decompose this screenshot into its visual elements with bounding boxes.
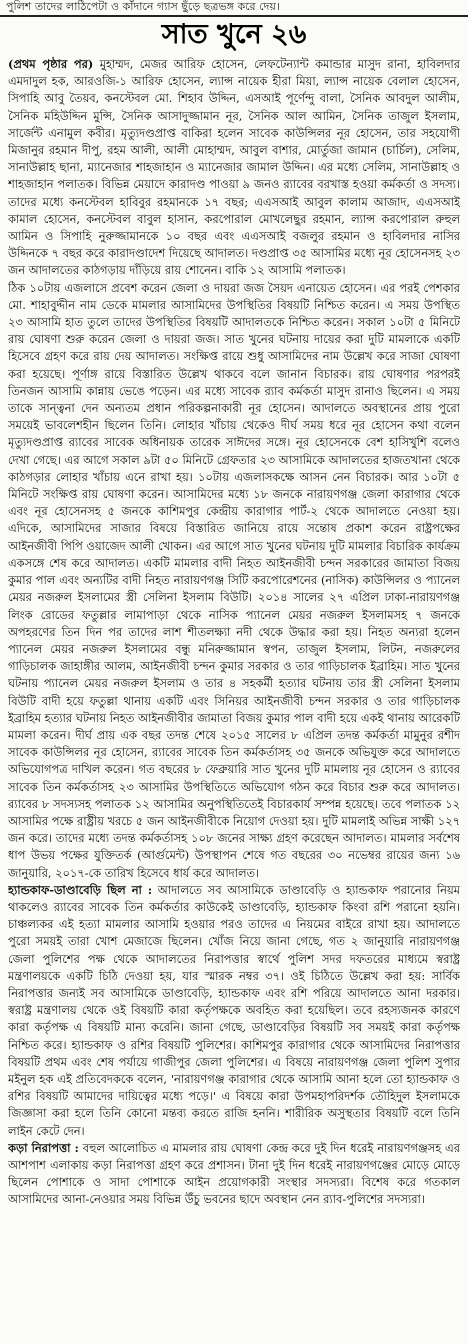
paragraph: [8, 882, 460, 1140]
article-body: [8, 56, 460, 1340]
paragraph: [8, 1140, 460, 1209]
divider-rule: [0, 15, 468, 17]
paragraph: [8, 280, 460, 882]
subheading: হ্যান্ডকাফ-ডাণ্ডাবেড়ি ছিল না :: [8, 882, 153, 897]
subheading: কড়া নিরাপত্তা :: [8, 1140, 79, 1155]
paragraph-text: ঠিক ১০টায় এজলাসে প্রবেশ করেন জেলা ও দায়রা জজ সৈয়দ এনায়েত হোসেন। এর পরই পেশকার মো. শাহাবুদ্দীন নাম ডেকে মামলার আসামিদের উপস্থিতির বিষয়টি নিশ্চিত করেন। এ সময় উপস্থিত ২৩ আসামি হাত তুলে তাদের উপস্থিতির বিষয়টি আদালতকে নিশ্চিত করেন। সকাল ১০টা ৫ মিনিটে রায় ঘোষণা শুরু করেন জেলা ও দায়রা জজ। সাত খুনের ঘটনায় দায়ের করা দুটি মামলাকে একটি হিসেবে গ্রহণ করে রায় দেয় আদালত। সংক্ষিপ্ত রায়ে শুধু আসামিদের নাম উল্লেখ করে সাজা ঘোষণা করা হয়েছে। পূর্ণাঙ্গ রায়ে বিস্তারিত উল্লেখ থাকবে বলে জানান বিচারক। রায় ঘোষণার পরপরই তিনজন আসামি কান্নায় ভেঙে পড়েন। এর মধ্যে সাবেক র‌্যাব কর্মকর্তা মাসুদ রানাও ছিলেন। এ সময় তাকে সান্ত্বনা দেন অন্যতম প্রধান পরিকল্পনাকারী নূর হোসেন। আদালতে অবস্থানের প্রায় পুরো সময়েই ভাবলেশহীন ছিলেন তিনি। লোহার খাঁচায় থেকেও দীর্ঘ সময় ধরে নূর হোসেন কথা বলেন মৃত্যুদণ্ডপ্রাপ্ত র‌্যাবের সাবেক অধিনায়ক তারেক সাঈদের সঙ্গে। নূর হোসেনকে বেশ হাসিখুশি বলেও দেখা গেছে। এর আগে সকাল ৯টা ৫০ মিনিটে গ্রেফতার ২৩ আসামিকে আদালতের হাজতখানা থেকে কাঠগড়ার লোহার খাঁচায় এনে রাখা হয়। ১০টায় এজলাসকক্ষে আসন নেন বিচারক। আর ১০টা ৫ মিনিটে সংক্ষিপ্ত রায় ঘোষণা করেন। আসামিদের মধ্যে ১৮ জনকে নারায়ণগঞ্জ জেলা কারাগার থেকে এবং নূর হোসেনসহ ৫ জনকে কাশিমপুর কেন্দ্রীয় কারাগার পার্ট-২ থেকে আদালতে নেওয়া হয়। এদিকে, আসামিদের সাজার বিষয়ে বিস্তারিত জানিয়ে রায়ে সন্তোষ প্রকাশ করেন রাষ্ট্রপক্ষের আইনজীবী পিপি ওয়াজেদ আলী খোকন। এর আগে সাত খুনের ঘটনায় দুটি মামলার বিচারিক কার্যক্রম একসঙ্গে শেষ করে আদালত। একটি মামলার বাদী নিহত আইনজীবী চন্দন সরকারের জামাতা বিজয় কুমার পাল এবং অন্যটির বাদী নিহত নারায়ণগঞ্জ সিটি করপোরেশনের (নাসিক) কাউন্সিলর ও প্যানেল মেয়র নজরুল ইসলামের স্ত্রী সেলিনা ইসলাম বিউটি। ২০১৪ সালের ২৭ এপ্রিল ঢাকা-নারায়ণগঞ্জ লিংক রোডের ফতুল্লার লামাপাড়া থেকে নাসিক প্যানেল মেয়র নজরুল ইসলামসহ ৭ জনকে অপহরণের তিন দিন পর তাদের লাশ শীতলক্ষ্যা নদী থেকে উদ্ধার করা হয়। নিহত অন্যরা হলেন প্যানেল মেয়র নজরুল ইসলামের বন্ধু মনিরুজ্জামান স্বপন, তাজুল ইসলাম, লিটন, নজরুলের গাড়িচালক জাহাঙ্গীর আলম, আইনজীবী চন্দন কুমার সরকার ও তার গাড়িচালক ইব্রাহিম। সাত খুনের ঘটনায় প্যানেল মেয়র নজরুল ইসলাম ও তার ৪ সহকর্মী হত্যার ঘটনায় তার স্ত্রী সেলিনা ইসলাম বিউটি বাদী হয়ে ফতুল্লা থানায় একটি এবং সিনিয়র আইনজীবী চন্দন সরকার ও তার গাড়িচালক ইব্রাহিম হত্যার ঘটনায় নিহত আইনজীবীর জামাতা বিজয় কুমার পাল বাদী হয়ে একই থানায় আরেকটি মামলা করেন। দীর্ঘ প্রায় এক বছর তদন্ত শেষে ২০১৫ সালের ৮ এপ্রিল তদন্ত কর্মকর্তা মামুনুর রশীদ সাবেক কাউন্সিলর নূর হোসেন, র‌্যাবের সাবেক তিন কর্মকর্তাসহ ৩৫ জনকে অভিযুক্ত করে আদালতে অভিযোগপত্র দাখিল করেন। গত বছরের ৮ ফেব্রুয়ারি সাত খুনের দুটি মামলায় নূর হোসেন ও র‌্যাবের সাবেক তিন কর্মকর্তাসহ ২৩ আসামির উপস্থিতিতে অভিযোগ গঠন করে বিচার শুরু করে আদালত। র‌্যাবের ৮ সদস্যসহ পলাতক ১২ আসামির অনুপস্থিতিতেই বিচারকার্য সম্পন্ন হয়েছে। তবে পলাতক ১২ আসামির পক্ষে রাষ্ট্রীয় খরচে ৫ জন আইনজীবীকে নিয়োগ দেওয়া হয়। দুটি মামলাই অভিন্ন সাক্ষী ১২৭ জন করে। তাদের মধ্যে তদন্ত কর্মকর্তাসহ ১০৮ জনের সাক্ষ্য গ্রহণ করেছেন আদালত। মামলার সর্বশেষ ধাপ উভয় পক্ষের যুক্তিতর্ক (আর্গুমেন্ট) উপস্থাপন শেষে গত বছরের ৩০ নভেম্বর রায়ের জন্য ১৬ জানুয়ারি, ২০১৭-কে তারিখ হিসেবে ধার্য করে আদালত।: [8, 280, 460, 880]
paragraph-text: বহুল আলোচিত এ মামলার রায় ঘোষণা কেন্দ্র করে দুই দিন ধরেই নারায়ণগঞ্জসহ এর আশপাশ এলাকায় কড়া নিরাপত্তা গ্রহণ করে প্রশাসন। টানা দুই দিন ধরেই নারায়ণগঞ্জের মোড়ে মোড়ে ছিলেন পোশাকে ও সাদা পোশাকে আইন প্রয়োগকারী সংস্থার সদস্যরা। বিশেষ করে গতকাল আসামিদের আনা-নেওয়ার সময় বিভিন্ন উঁচু ভবনের ছাদে অবস্থান নেন র‌্যাব-পুলিশের সদস্যরা।: [8, 1140, 460, 1207]
headline: সাত খুনে ২৬: [161, 19, 307, 50]
paragraph: [8, 56, 460, 280]
previous-article-snippet: পুলিশ তাদের লাঠিপেটা ও কাঁদানে গ্যাস ছুঁড়ে ছত্রভঙ্গ করে দেয়।: [6, 0, 280, 13]
paragraph-text: আদালতে সব আসামিকে ডাণ্ডাবেড়ি ও হ্যান্ডকাফ পরানোর নিয়ম থাকলেও র‌্যাবের সাবেক তিন কর্মকর্তার কাউকেই ডাণ্ডাবেড়ি, হ্যান্ডকাফ কিংবা রশি পরানো হয়নি। চাঞ্চল্যকর এই হত্যা মামলার আসামি হওয়ার পরও তাদের এ নিয়মের বাইরে রাখা হয়। আদালতে পুরো সময়ই তারা খোশ মেজাজে ছিলেন। খোঁজ নিয়ে জানা গেছে, গত ২ জানুয়ারি নারায়ণগঞ্জ জেলা পুলিশের পক্ষ থেকে আদালতের নিরাপত্তার স্বার্থে পুলিশ সদর দফতরের মাধ্যমে স্বরাষ্ট্র মন্ত্রণালয়কে একটি চিঠি দেওয়া হয়, যার স্মারক নম্বর ৩৭। ওই চিঠিতে উল্লেখ করা হয়: সার্বিক নিরাপত্তার জন্যই সব আসামিকে ডাণ্ডাবেড়ি, হ্যান্ডকাফ এবং রশি পরিয়ে আদালতে আনা দরকার। স্বরাষ্ট্র মন্ত্রণালয় থেকে ওই বিষয়টি কারা কর্তৃপক্ষকে অবহিত করা হয়েছিল। তবে রহস্যজনক কারণে কারা কর্তৃপক্ষ এ বিষয়টি মান্য করেনি। জানা গেছে, ডাণ্ডাবেড়ির বিষয়টি সব সময়ই কারা কর্তৃপক্ষ নিশ্চিত করে। হ্যান্ডকাফ ও রশির বিষয়টি পুলিশের। কাশিমপুর কারাগার থেকে আসামিদের নিরাপত্তার বিষয়টি প্রথম এবং শেষ পর্যায়ে গাজীপুর জেলা পুলিশের। এ বিষয়ে নারায়ণগঞ্জ জেলা পুলিশ সুপার মইনুল হক এই প্রতিবেদককে বলেন, 'নারায়ণগঞ্জ কারাগার থেকে আসামি আনা হলে তো হ্যান্ডকাফ ও রশির বিষয়টি আমাদের দায়িত্বের মধ্যে পড়ে।' এ বিষয়ে কারা উপমহাপরিদর্শক তৌহিদুল ইসলামকে জিজ্ঞাসা করা হলে তিনি কোনো মন্তব্য করতে রাজি হননি। শারীরিক অসুস্থতার বিষয়টি বলে তিনি লাইন কেটে দেন।: [8, 882, 460, 1138]
paragraph-text: মুহাম্মদ, মেজর আরিফ হোসেন, লেফটেন্যান্ট কমান্ডার মাসুদ রানা, হাবিলদার এমদাদুল হক, আরওজি-১ আরিফ হোসেন, ল্যান্স নায়েক হীরা মিয়া, ল্যান্স নায়েক বেলাল হোসেন, সিপাহি আবু তৈয়ব, কনস্টেবল মো. শিহাব উদ্দিন, এসআই পূর্ণেন্দু বালা, সৈনিক আবদুল আলীম, সৈনিক মহিউদ্দিন মুন্সি, সৈনিক আসাদুজ্জামান নূর, সৈনিক আল আমিন, সৈনিক তাজুল ইসলাম, সার্জেন্ট এনামুল কবীর। মৃত্যুদণ্ডপ্রাপ্ত বাকিরা হলেন সাবেক কাউন্সিলর নূর হোসেন, তার সহযোগী মিজানুর রহমান দীপু, রহম আলী, আলী মোহাম্মদ, আবুল বাশার, মোর্তুজা জামান (চার্চিল), সেলিম, সানাউল্লাহ ছানা, ম্যানেজার শাহজাহান ও ম্যানেজার জামাল উদ্দিন। এর মধ্যে সেলিম, সানাউল্লাহ ও শাহজাহান পলাতক। বিভিন্ন মেয়াদে কারাদণ্ড পাওয়া ৯ জনও র‌্যাবের বরখাস্ত হওয়া কর্মকর্তা ও সদস্য। তাদের মধ্যে কনস্টেবল হাবিবুর রহমানকে ১৭ বছর; এএসআই আবুল কালাম আজাদ, এএসআই কামাল হোসেন, কনস্টেবল বাবুল হাসান, করপোরাল মোখলেছুর রহমান, ল্যান্স করপোরাল রুহুল আমিন ও সিপাহি নুরুজ্জামানকে ১০ বছর এবং এএসআই বজলুর রহমান ও হাবিলদার নাসির উদ্দিনকে ৭ বছর করে কারাদণ্ডাদেশ দিয়েছে আদালত। দণ্ডপ্রাপ্ত ৩৫ আসামির মধ্যে নূর হোসেনসহ ২৩ জন আদালতের কাঠগড়ায় দাঁড়িয়ে রায় শোনেন। বাকি ১২ আসামি পলাতক।: [8, 57, 460, 278]
continuation-label: (প্রথম পৃষ্ঠার পর): [8, 57, 94, 71]
